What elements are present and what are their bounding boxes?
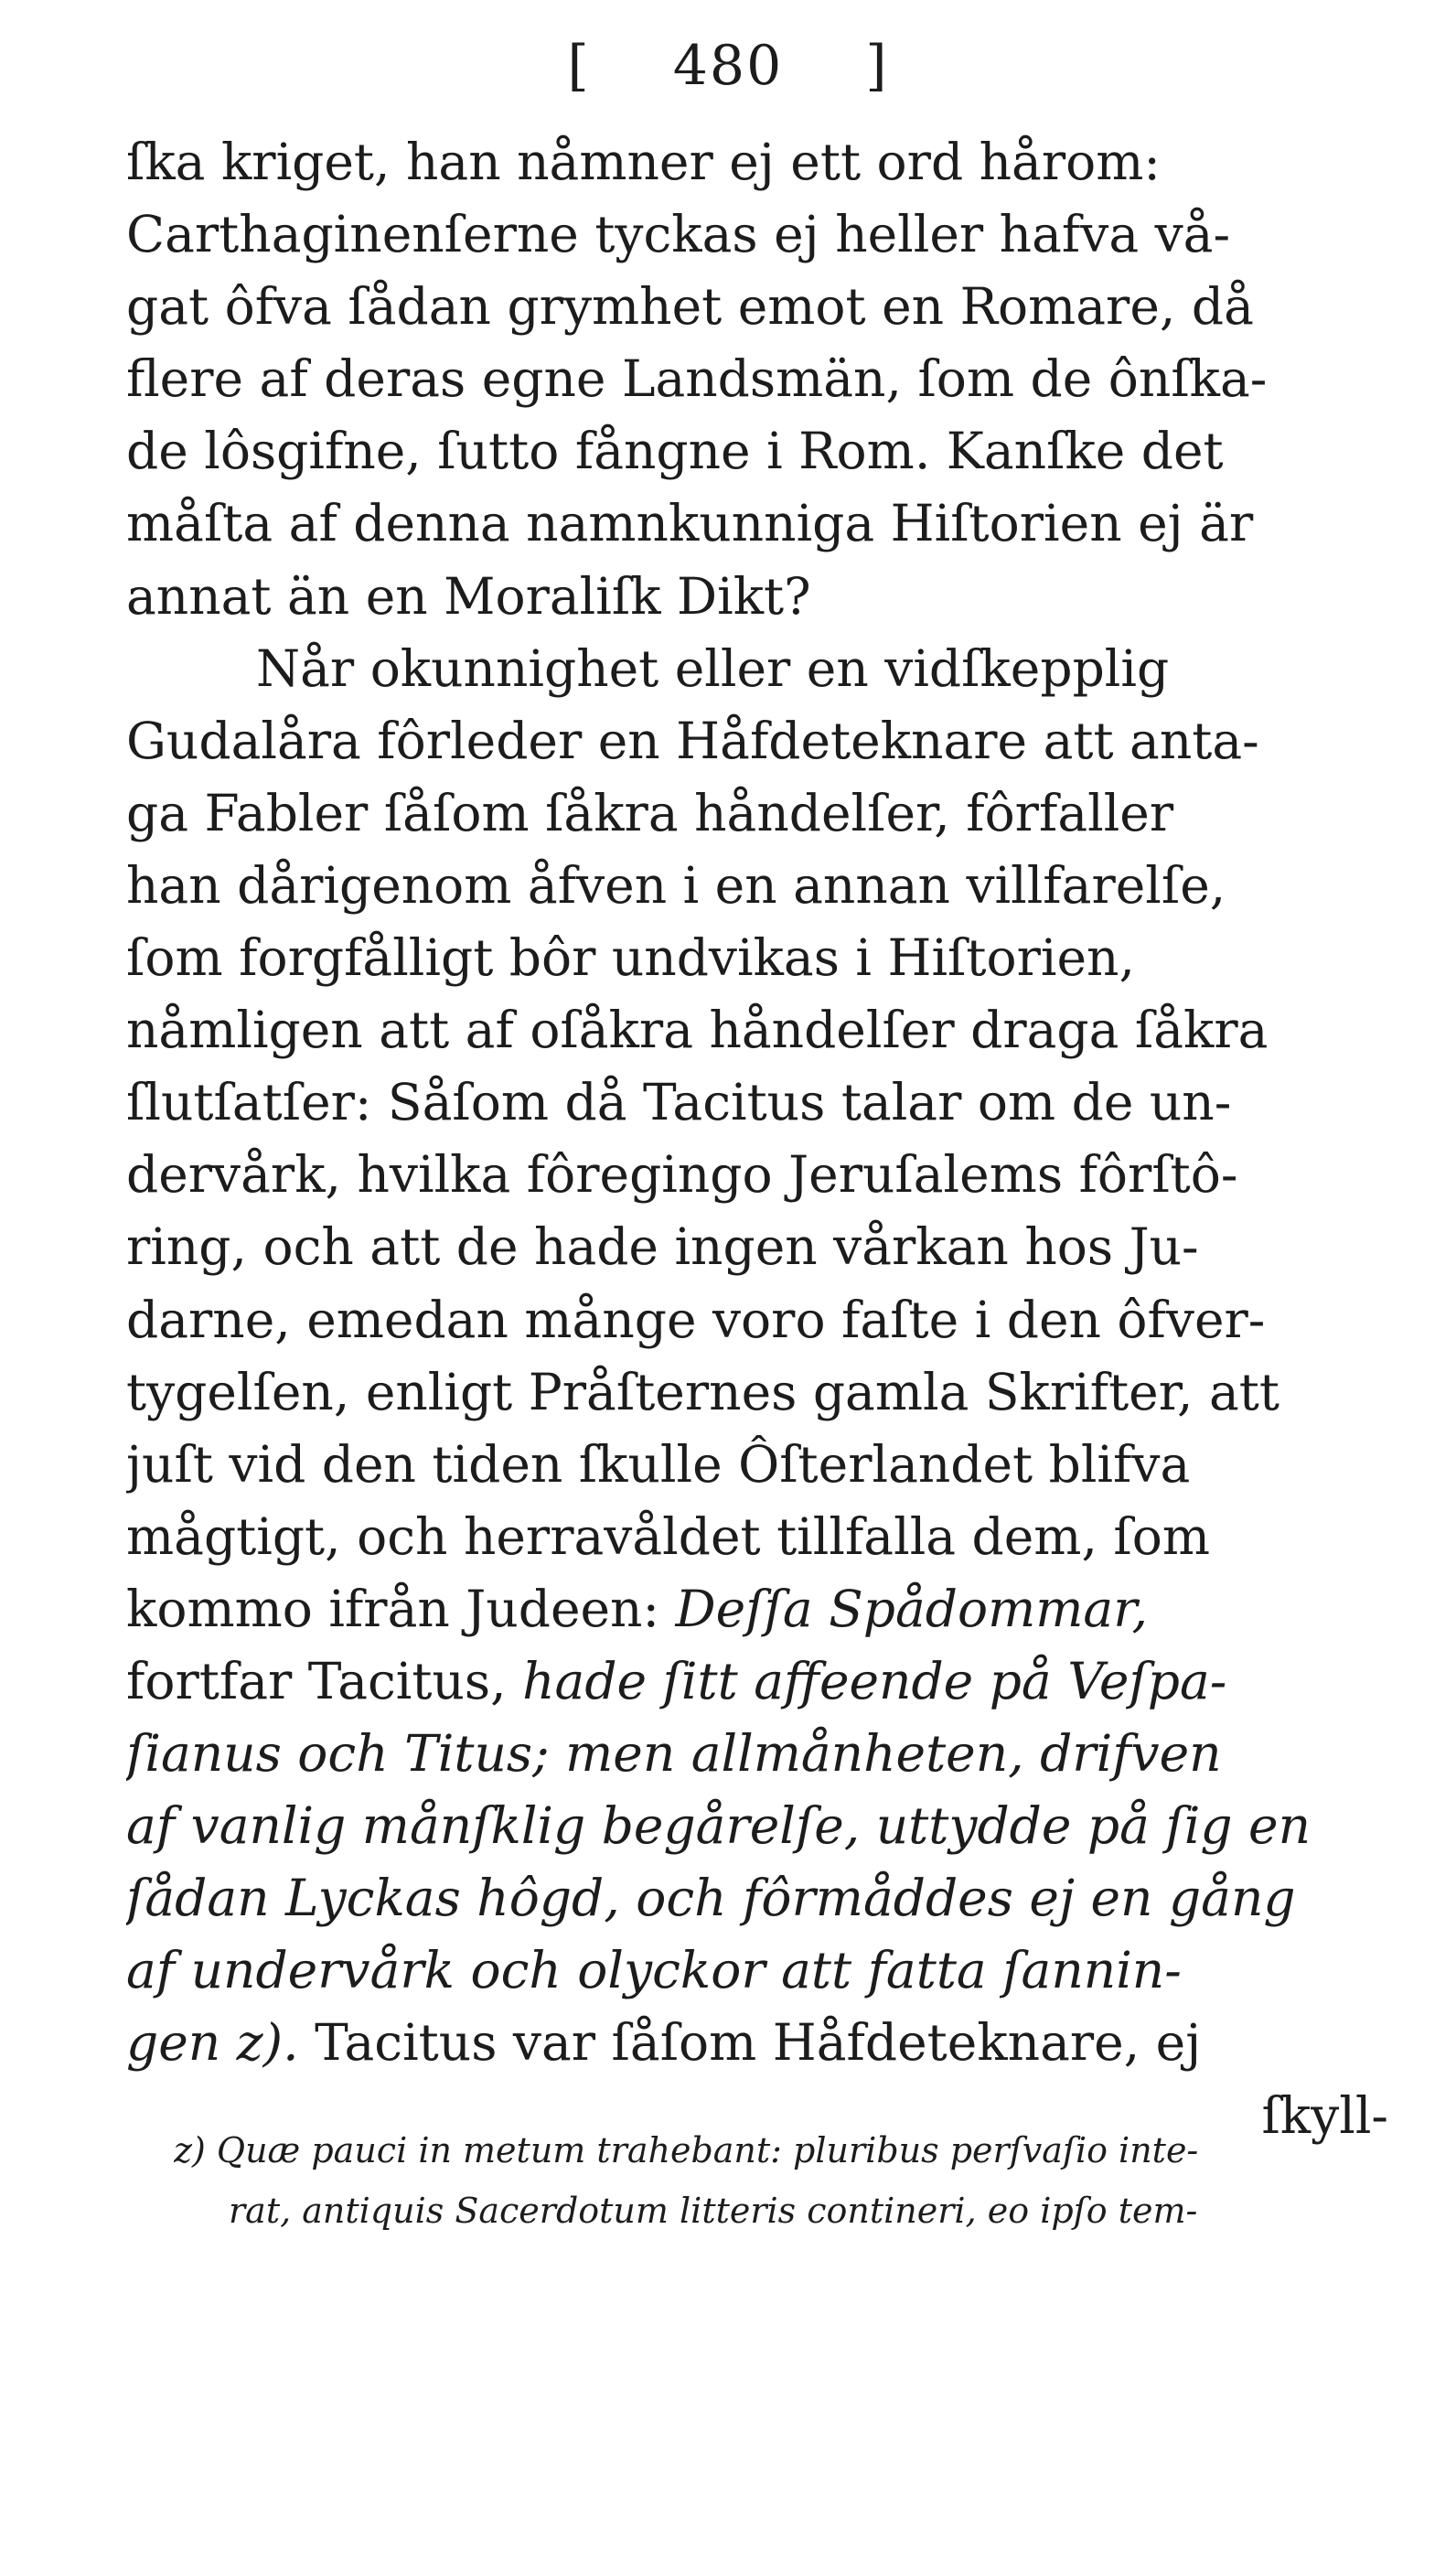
text-line: ſka kriget, han nåmner ej ett ord hårom: [126,133,1161,191]
italic-quote: hade ſitt affeende på Veſpa- [522,1651,1227,1710]
page-header [0,20,1456,112]
text-line: Carthaginenſerne tyckas ej heller hafva vå- [126,205,1231,264]
italic-quote: Deſſa Spådommar, [675,1579,1148,1638]
text-line [126,2007,1388,2079]
text-line: tygelſen, enligt Pråſternes gamla Skrifter, att [126,1362,1279,1421]
text-line: de lôsgifne, ſutto fångne i Rom. Kanſke det [126,422,1224,481]
footnote-line: rat, antiquis Sacerdotum litteris contineri, eo ipſo tem- [229,2191,1198,2231]
text-segment: kommo ifrån Judeen: [126,1579,660,1638]
catchword: ſkyll- [1261,2085,1388,2145]
footnote-line: z) Quæ pauci in metum trahebant: pluribus perſvaſio inte- [174,2130,1199,2170]
text-line: dervårk, hvilka fôregingo Jeruſalems fôrſtô- [126,1145,1238,1205]
text-line: ring, och att de hade ingen vårkan hos Ju- [126,1217,1199,1277]
text-segment: fortfar Tacitus, [126,1651,507,1710]
header-left-bracket: [ [567,34,591,98]
paragraph-start-line: Når okunnighet eller en vidſkepplig [256,638,1170,698]
text-line [126,1645,1388,1718]
text-line: nåmligen att af oſåkra håndelſer draga ſåkra [126,1001,1269,1060]
text-segment: Tacitus var ſåſom Håfdeteknare, ej [315,2013,1202,2073]
text-line: gat ôfva ſådan grymhet emot en Romare, då [126,277,1254,337]
text-line: måſta af denna namnkunniga Hiſtorien ej är [126,494,1254,553]
text-line: flere af deras egne Landsmän, ſom de ônſka- [126,349,1268,409]
text-line: ſlutſatſer: Såſom då Tacitus talar om de un- [126,1073,1232,1132]
page-number: 480 [672,34,784,98]
italic-quote: gen z). [126,2013,299,2073]
text-line: darne, emedan månge voro faſte i den ôfver- [126,1290,1266,1349]
text-line [126,1573,1388,1645]
italic-line: ſådan Lyckas hôgd, och fôrmåddes ej en gång [126,1869,1296,1928]
text-line: han dårigenom åfven i en annan villfarelſe, [126,855,1226,915]
italic-line: ſianus och Titus; men allmånheten, drifven [126,1724,1222,1784]
header-right-bracket: ] [865,34,889,98]
text-line: juſt vid den tiden ſkulle Ôſterlandet blifva [126,1434,1191,1494]
main-text [126,126,1388,2152]
text-line: ſom forgfålligt bôr undvikas i Hiſtorien, [126,928,1135,988]
text-line: Gudalåra fôrleder en Håfdeteknare att anta- [126,711,1259,770]
italic-line: af undervårk och olyckor att fatta ſannin- [126,1941,1182,2000]
text-line: mågtigt, och herravåldet tillfalla dem, ſom [126,1506,1211,1566]
italic-line: af vanlig månſklig begårelſe, uttydde på ſig en [126,1796,1311,1856]
footnote [174,2120,1390,2241]
text-line: annat än en Moraliſk Dikt? [126,566,811,626]
text-line: ga Fabler ſåſom ſåkra håndelſer, fôrfaller [126,783,1174,842]
